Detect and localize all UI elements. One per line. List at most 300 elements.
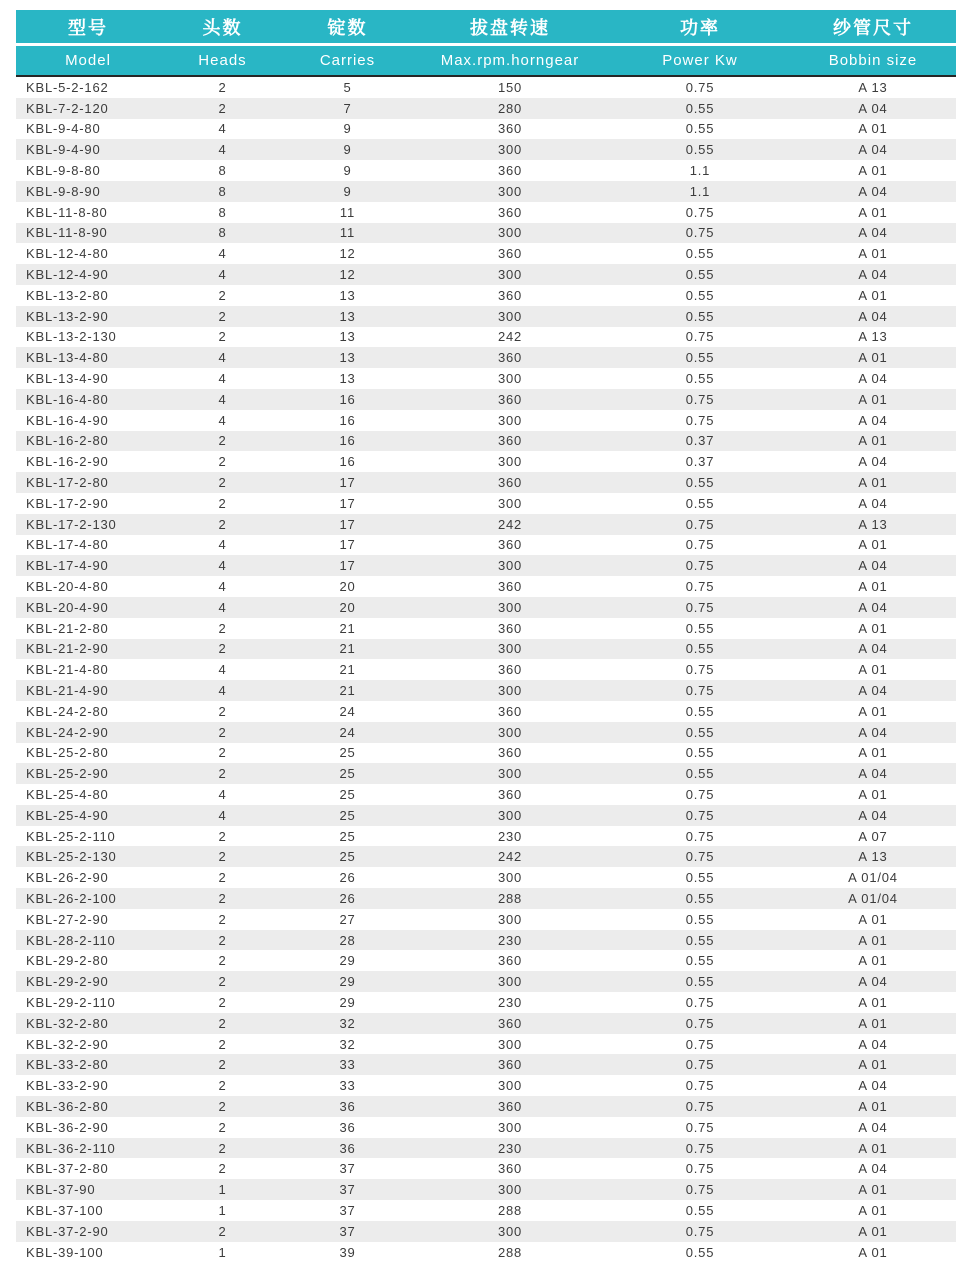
table-row [16,1096,956,1117]
cell-carries: 11 [339,204,356,220]
cell-max-rpm-horngear: 360 [497,579,523,595]
cell-heads: 2 [218,703,227,719]
column-header-cn-power-kw: 功率 [610,10,790,45]
cell-heads: 2 [218,620,227,636]
cell-power-kw: 0.75 [685,1078,715,1094]
cell-heads: 1 [218,1202,227,1218]
cell-bobbin-size: A 01 [858,475,888,491]
cell-power-kw: 0.55 [685,974,715,990]
cell-max-rpm-horngear: 300 [497,308,523,324]
cell-power-kw: 0.55 [685,953,715,969]
cell-power-kw: 0.37 [685,454,715,470]
cell-max-rpm-horngear: 300 [497,1036,523,1052]
table-row [16,888,956,909]
cell-carries: 11 [339,225,356,241]
cell-bobbin-size: A 01 [858,1244,888,1260]
cell-carries: 16 [339,433,356,449]
cell-power-kw: 1.1 [689,183,711,199]
cell-heads: 2 [218,1223,227,1239]
cell-model: KBL-24-2-80 [26,703,109,719]
table-row [16,909,956,930]
cell-carries: 17 [339,516,356,532]
cell-power-kw: 0.75 [685,204,715,220]
cell-bobbin-size: A 04 [858,641,888,657]
header-row-cn [16,10,956,45]
cell-model: KBL-21-2-80 [26,620,109,636]
table-row [16,639,956,660]
cell-bobbin-size: A 01 [858,350,888,366]
table-row [16,1075,956,1096]
cell-bobbin-size: A 01 [858,1098,888,1114]
cell-bobbin-size: A 13 [858,516,888,532]
cell-bobbin-size: A 04 [858,766,888,782]
cell-carries: 20 [339,579,356,595]
cell-max-rpm-horngear: 300 [497,911,523,927]
cell-carries: 36 [339,1119,356,1135]
table-row [16,410,956,431]
cell-max-rpm-horngear: 360 [497,1161,523,1177]
cell-heads: 2 [218,516,227,532]
cell-heads: 2 [218,308,227,324]
cell-max-rpm-horngear: 360 [497,350,523,366]
cell-carries: 37 [339,1202,356,1218]
cell-model: KBL-25-2-130 [26,849,117,865]
cell-power-kw: 0.75 [685,1057,715,1073]
cell-carries: 25 [339,786,356,802]
cell-max-rpm-horngear: 288 [497,1202,523,1218]
cell-max-rpm-horngear: 360 [497,287,523,303]
table-row [16,701,956,722]
cell-max-rpm-horngear: 300 [497,683,523,698]
cell-carries: 25 [339,807,356,823]
cell-max-rpm-horngear: 300 [497,599,523,615]
cell-model: KBL-33-2-90 [26,1078,109,1094]
cell-heads: 2 [218,1140,227,1156]
cell-model: KBL-25-4-90 [26,807,109,823]
cell-model: KBL-13-4-80 [26,350,109,366]
cell-power-kw: 0.55 [685,371,715,387]
cell-bobbin-size: A 04 [858,1119,888,1135]
cell-power-kw: 0.55 [685,620,715,636]
table-row [16,743,956,764]
cell-max-rpm-horngear: 300 [497,412,523,428]
cell-carries: 25 [339,828,356,844]
cell-model: KBL-21-2-90 [26,641,109,657]
spec-table-body [16,76,956,1262]
cell-bobbin-size: A 01 [858,703,888,719]
cell-carries: 39 [339,1244,356,1260]
cell-model: KBL-25-2-110 [26,828,116,844]
cell-bobbin-size: A 04 [858,308,888,324]
cell-heads: 4 [218,537,227,553]
cell-bobbin-size: A 04 [858,495,888,511]
cell-max-rpm-horngear: 300 [497,1182,523,1198]
cell-bobbin-size: A 01 [858,994,888,1010]
cell-bobbin-size: A 04 [858,807,888,823]
cell-max-rpm-horngear: 300 [497,766,523,782]
cell-bobbin-size: A 07 [858,828,888,844]
table-row [16,971,956,992]
cell-model: KBL-37-2-80 [26,1161,109,1177]
cell-heads: 4 [218,371,227,387]
cell-max-rpm-horngear: 360 [497,745,523,761]
cell-model: KBL-16-4-80 [26,391,109,407]
cell-heads: 2 [218,454,227,470]
cell-max-rpm-horngear: 300 [497,454,523,470]
cell-max-rpm-horngear: 300 [497,183,523,199]
cell-heads: 2 [218,79,227,95]
cell-carries: 13 [339,329,356,345]
cell-bobbin-size: A 04 [858,100,888,116]
cell-max-rpm-horngear: 300 [497,870,523,886]
cell-bobbin-size: A 13 [858,849,888,865]
cell-model: KBL-21-4-80 [26,662,109,678]
cell-carries: 25 [339,745,356,761]
cell-carries: 26 [339,890,356,906]
cell-heads: 2 [218,828,227,844]
cell-max-rpm-horngear: 300 [497,974,523,990]
cell-bobbin-size: A 01 [858,1140,888,1156]
column-header-en-power-kw: Power Kw [610,45,790,77]
table-row [16,514,956,535]
cell-power-kw: 0.75 [685,1140,715,1156]
cell-model: KBL-36-2-110 [26,1140,116,1156]
table-row [16,493,956,514]
cell-bobbin-size: A 01 [858,204,888,220]
cell-heads: 4 [218,558,227,574]
cell-heads: 2 [218,724,227,740]
cell-bobbin-size: A 01 [858,1202,888,1218]
cell-power-kw: 0.55 [685,911,715,927]
cell-carries: 20 [339,599,356,615]
cell-model: KBL-16-4-90 [26,412,109,428]
cell-carries: 29 [339,974,356,990]
cell-power-kw: 0.55 [685,267,715,283]
cell-heads: 2 [218,329,227,345]
cell-carries: 33 [339,1078,356,1094]
cell-power-kw: 0.75 [685,579,715,595]
cell-power-kw: 0.55 [685,287,715,303]
cell-power-kw: 0.75 [685,79,715,95]
cell-carries: 5 [343,79,352,95]
cell-max-rpm-horngear: 280 [497,100,523,116]
cell-power-kw: 0.55 [685,932,715,948]
cell-heads: 2 [218,475,227,491]
cell-bobbin-size: A 01 [858,1057,888,1073]
table-row [16,285,956,306]
cell-carries: 29 [339,953,356,969]
cell-max-rpm-horngear: 360 [497,121,523,137]
spec-table [16,10,956,1262]
cell-max-rpm-horngear: 230 [497,994,523,1010]
cell-bobbin-size: A 04 [858,371,888,387]
cell-bobbin-size: A 04 [858,599,888,615]
cell-carries: 37 [339,1223,356,1239]
cell-power-kw: 0.55 [685,766,715,782]
cell-carries: 26 [339,870,356,886]
table-row [16,160,956,181]
cell-power-kw: 0.75 [685,599,715,615]
table-row [16,347,956,368]
cell-carries: 13 [339,350,356,366]
table-row [16,618,956,639]
cell-bobbin-size: A 04 [858,183,888,199]
table-row [16,368,956,389]
table-row [16,389,956,410]
table-row [16,243,956,264]
cell-model: KBL-7-2-120 [26,100,109,116]
column-header-cn-heads: 头数 [160,10,285,45]
table-row [16,451,956,472]
cell-power-kw: 0.75 [685,1098,715,1114]
cell-bobbin-size: A 04 [858,1161,888,1177]
cell-heads: 4 [218,683,227,698]
cell-bobbin-size: A 04 [858,412,888,428]
table-row [16,784,956,805]
cell-carries: 9 [343,163,352,179]
table-row [16,1013,956,1034]
cell-model: KBL-17-4-80 [26,537,109,553]
cell-max-rpm-horngear: 230 [497,1140,523,1156]
cell-max-rpm-horngear: 300 [497,807,523,823]
cell-max-rpm-horngear: 360 [497,953,523,969]
cell-bobbin-size: A 01 [858,911,888,927]
cell-heads: 2 [218,911,227,927]
cell-bobbin-size: A 01 [858,662,888,678]
cell-heads: 2 [218,1036,227,1052]
cell-carries: 21 [339,683,356,698]
cell-power-kw: 0.75 [685,1119,715,1135]
cell-model: KBL-37-90 [26,1182,96,1198]
table-row [16,306,956,327]
cell-model: KBL-17-2-130 [26,516,117,532]
cell-carries: 12 [339,246,356,262]
cell-heads: 2 [218,100,227,116]
table-row [16,1200,956,1221]
cell-bobbin-size: A 01 [858,620,888,636]
cell-power-kw: 0.55 [685,890,715,906]
cell-power-kw: 0.75 [685,786,715,802]
cell-model: KBL-29-2-110 [26,994,116,1010]
table-row [16,805,956,826]
cell-bobbin-size: A 13 [858,79,888,95]
cell-model: KBL-37-100 [26,1202,104,1218]
column-header-en-model: Model [16,45,160,77]
cell-carries: 16 [339,454,356,470]
cell-carries: 24 [339,724,356,740]
cell-power-kw: 0.75 [685,1182,715,1198]
cell-max-rpm-horngear: 288 [497,890,523,906]
cell-heads: 4 [218,807,227,823]
cell-max-rpm-horngear: 360 [497,391,523,407]
cell-carries: 24 [339,703,356,719]
cell-heads: 2 [218,641,227,657]
cell-model: KBL-24-2-90 [26,724,109,740]
cell-bobbin-size: A 04 [858,1036,888,1052]
cell-carries: 32 [339,1015,356,1031]
cell-power-kw: 0.55 [685,308,715,324]
column-header-en-bobbin-size: Bobbin size [790,45,956,77]
cell-carries: 9 [343,121,352,137]
table-row [16,1158,956,1179]
cell-bobbin-size: A 04 [858,454,888,470]
cell-model: KBL-28-2-110 [26,932,116,948]
table-row [16,1179,956,1200]
cell-heads: 2 [218,1119,227,1135]
cell-model: KBL-25-2-90 [26,766,109,782]
cell-power-kw: 0.75 [685,849,715,865]
cell-bobbin-size: A 04 [858,974,888,990]
cell-bobbin-size: A 01/04 [848,890,898,906]
cell-power-kw: 0.55 [685,703,715,719]
cell-model: KBL-26-2-100 [26,890,117,906]
cell-max-rpm-horngear: 360 [497,1057,523,1073]
cell-heads: 2 [218,932,227,948]
cell-model: KBL-9-8-90 [26,183,101,199]
cell-power-kw: 0.75 [685,412,715,428]
cell-model: KBL-11-8-80 [26,204,108,220]
cell-model: KBL-11-8-90 [26,225,108,241]
cell-power-kw: 0.75 [685,683,715,698]
cell-power-kw: 0.75 [685,225,715,241]
cell-heads: 4 [218,662,227,678]
cell-power-kw: 0.75 [685,391,715,407]
cell-carries: 21 [339,620,356,636]
table-row [16,846,956,867]
table-row [16,1242,956,1263]
cell-model: KBL-36-2-90 [26,1119,109,1135]
cell-power-kw: 1.1 [689,163,711,179]
cell-heads: 2 [218,890,227,906]
cell-power-kw: 0.55 [685,1202,715,1218]
cell-carries: 13 [339,371,356,387]
cell-heads: 8 [218,163,227,179]
table-row [16,327,956,348]
cell-carries: 16 [339,412,356,428]
cell-max-rpm-horngear: 300 [497,558,523,574]
cell-heads: 2 [218,1015,227,1031]
cell-model: KBL-13-2-80 [26,287,109,303]
cell-model: KBL-36-2-80 [26,1098,109,1114]
cell-model: KBL-26-2-90 [26,870,109,886]
cell-heads: 2 [218,994,227,1010]
cell-max-rpm-horngear: 150 [497,79,523,95]
table-row [16,992,956,1013]
cell-bobbin-size: A 01 [858,1223,888,1239]
table-row [16,867,956,888]
cell-model: KBL-32-2-80 [26,1015,109,1031]
cell-max-rpm-horngear: 300 [497,1223,523,1239]
cell-bobbin-size: A 01 [858,163,888,179]
cell-power-kw: 0.55 [685,870,715,886]
cell-heads: 2 [218,953,227,969]
cell-max-rpm-horngear: 360 [497,703,523,719]
cell-power-kw: 0.75 [685,662,715,678]
cell-heads: 2 [218,495,227,511]
cell-heads: 4 [218,350,227,366]
table-row [16,597,956,618]
cell-max-rpm-horngear: 300 [497,1119,523,1135]
cell-bobbin-size: A 01 [858,1182,888,1198]
cell-heads: 8 [218,183,227,199]
table-row [16,555,956,576]
table-row [16,826,956,847]
cell-max-rpm-horngear: 300 [497,724,523,740]
cell-power-kw: 0.75 [685,1223,715,1239]
table-row [16,139,956,160]
cell-bobbin-size: A 13 [858,329,888,345]
cell-bobbin-size: A 04 [858,558,888,574]
cell-model: KBL-9-4-90 [26,142,101,158]
cell-heads: 2 [218,1078,227,1094]
cell-power-kw: 0.75 [685,1015,715,1031]
cell-power-kw: 0.75 [685,1036,715,1052]
cell-carries: 37 [339,1161,356,1177]
cell-power-kw: 0.55 [685,246,715,262]
cell-max-rpm-horngear: 230 [497,828,523,844]
table-row [16,930,956,951]
cell-power-kw: 0.55 [685,745,715,761]
cell-carries: 36 [339,1140,356,1156]
column-header-en-carries: Carries [285,45,410,77]
cell-heads: 2 [218,974,227,990]
cell-bobbin-size: A 04 [858,225,888,241]
cell-max-rpm-horngear: 360 [497,204,523,220]
table-row [16,181,956,202]
table-row [16,950,956,971]
cell-carries: 13 [339,308,356,324]
cell-max-rpm-horngear: 360 [497,1098,523,1114]
cell-carries: 21 [339,641,356,657]
cell-model: KBL-12-4-90 [26,267,109,283]
cell-max-rpm-horngear: 360 [497,433,523,449]
cell-model: KBL-25-2-80 [26,745,109,761]
cell-max-rpm-horngear: 360 [497,620,523,636]
table-row [16,76,956,98]
cell-heads: 4 [218,391,227,407]
cell-model: KBL-20-4-90 [26,599,109,615]
cell-heads: 4 [218,579,227,595]
cell-max-rpm-horngear: 300 [497,267,523,283]
header-row-en [16,45,956,77]
table-row [16,1117,956,1138]
cell-model: KBL-9-4-80 [26,121,101,137]
cell-power-kw: 0.75 [685,558,715,574]
cell-bobbin-size: A 01 [858,932,888,948]
cell-max-rpm-horngear: 360 [497,537,523,553]
cell-heads: 4 [218,142,227,158]
cell-bobbin-size: A 01 [858,786,888,802]
cell-power-kw: 0.55 [685,1244,715,1260]
cell-heads: 2 [218,1098,227,1114]
cell-power-kw: 0.55 [685,100,715,116]
cell-carries: 21 [339,662,356,678]
cell-bobbin-size: A 01/04 [848,870,898,886]
cell-carries: 9 [343,183,352,199]
table-row [16,98,956,119]
cell-power-kw: 0.75 [685,807,715,823]
cell-bobbin-size: A 01 [858,287,888,303]
cell-model: KBL-27-2-90 [26,911,109,927]
table-row [16,1138,956,1159]
cell-carries: 28 [339,932,356,948]
table-row [16,1221,956,1242]
cell-power-kw: 0.55 [685,350,715,366]
cell-model: KBL-39-100 [26,1244,104,1260]
cell-model: KBL-5-2-162 [26,79,109,95]
table-row [16,680,956,701]
cell-heads: 2 [218,433,227,449]
